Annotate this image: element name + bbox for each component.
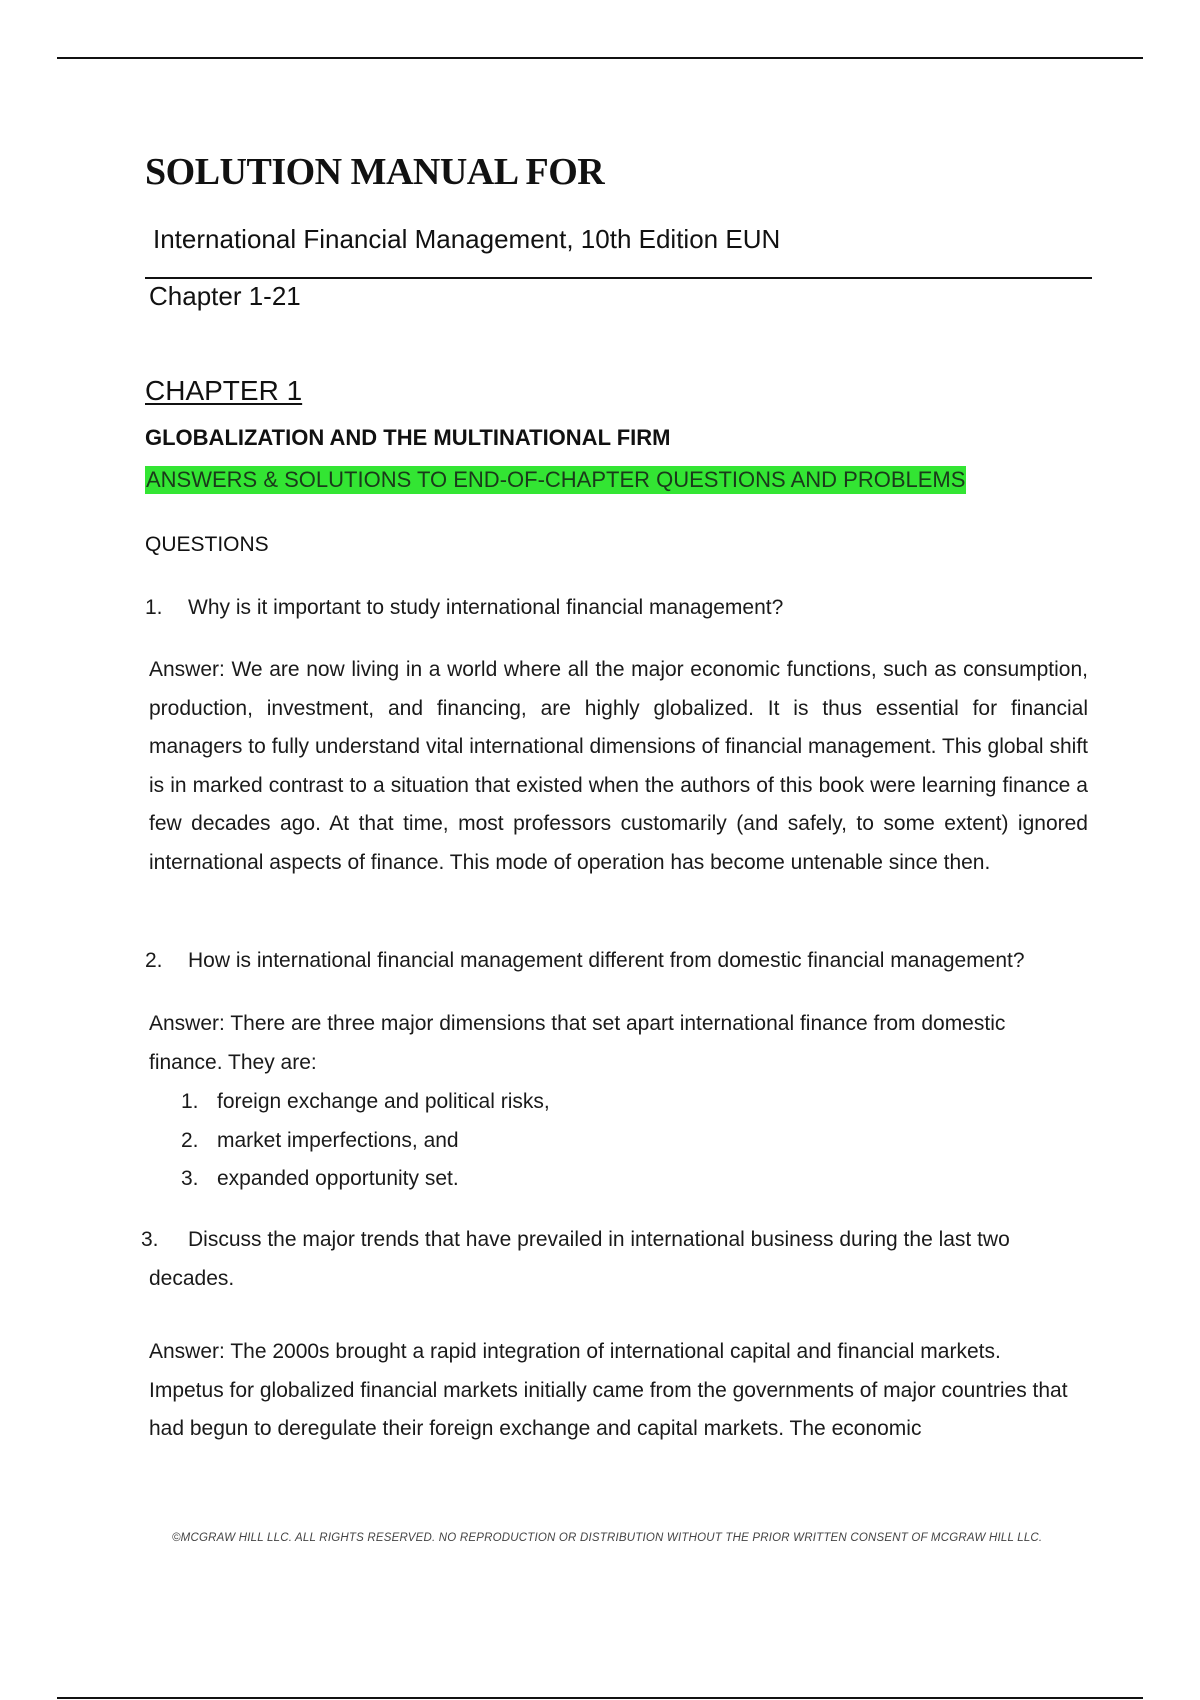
question-text: How is international financial management different from domestic financial management?: [188, 949, 1025, 972]
answer-3: Answer: The 2000s brought a rapid integration of international capital and financial markets. Impetus for globalized financial markets initially came from the governments of major countries that had begun to deregulate their foreign exchange and capital markets. The economic: [149, 1340, 1068, 1440]
chapter-title: GLOBALIZATION AND THE MULTINATIONAL FIRM: [145, 425, 671, 450]
top-rule: [57, 57, 1143, 59]
questions-label: QUESTIONS: [145, 533, 269, 556]
question-2: [145, 942, 1025, 980]
question-3: [141, 1221, 1029, 1298]
question-number: 3.: [141, 1228, 159, 1251]
question-text: Why is it important to study international financial management?: [188, 596, 784, 619]
answer-2-list: [181, 1083, 550, 1199]
copyright-footer: ©MCGRAW HILL LLC. ALL RIGHTS RESERVED. NO REPRODUCTION OR DISTRIBUTION WITHOUT THE PRIOR WRITTEN CONSENT OF MCGRAW HILL LLC.: [172, 1532, 1043, 1544]
answer-2: Answer: There are three major dimensions that set apart international finance from domestic finance. They are:: [149, 1012, 1006, 1074]
list-item: 2. market imperfections, and: [181, 1128, 459, 1152]
question-number: 2.: [145, 949, 163, 972]
list-item: 1. foreign exchange and political risks,: [181, 1090, 550, 1113]
answer-1: Answer: We are now living in a world where all the major economic functions, such as consumption, production, investment, and financing, are highly globalized. It is thus essential for financial managers to fully understand vital international dimensions of financial management. This global shift is in marked contrast to a situation that existed when the authors of this book were learning finance a few decades ago. At that time, most professors customarily (and safely, to some extent) ignored international aspects of finance. This mode of operation has become untenable since then.: [149, 658, 1088, 874]
chapter-range: Chapter 1-21: [149, 281, 301, 311]
question-text: Discuss the major trends that have prevailed in international business during the last two decades.: [149, 1228, 1010, 1290]
chapter-heading: CHAPTER 1: [145, 375, 303, 406]
question-1: [145, 589, 783, 627]
subtitle-rule: [145, 277, 1092, 279]
question-number: 1.: [145, 596, 163, 619]
answers-banner: ANSWERS & SOLUTIONS TO END-OF-CHAPTER QUESTIONS AND PROBLEMS: [146, 467, 966, 492]
document-title: SOLUTION MANUAL FOR: [145, 151, 605, 193]
bottom-rule: [57, 1697, 1143, 1699]
list-item: 3. expanded opportunity set.: [181, 1167, 459, 1190]
book-subtitle: International Financial Management, 10th Edition EUN: [153, 224, 781, 254]
